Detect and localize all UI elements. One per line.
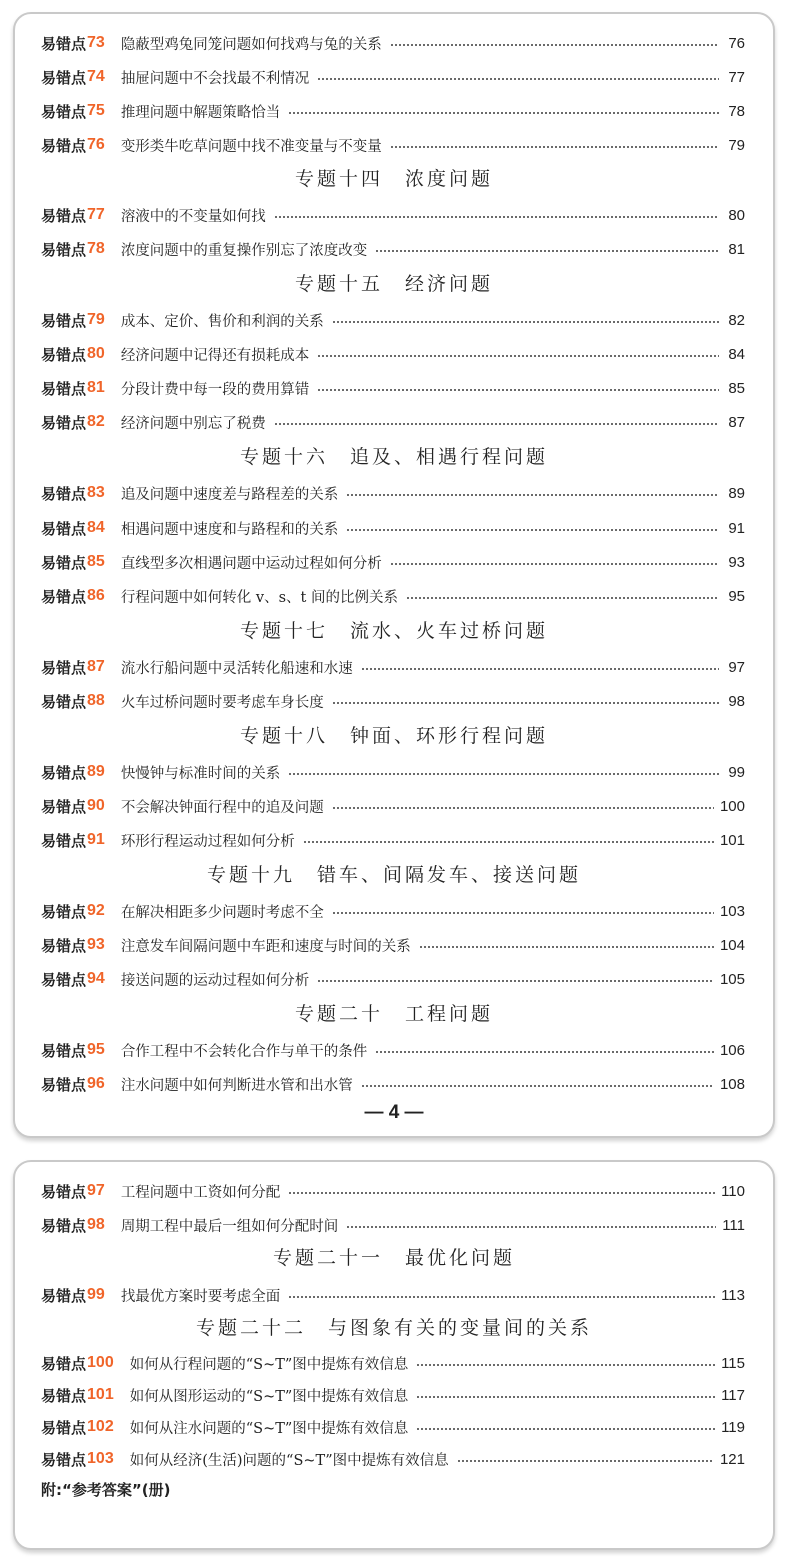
entry-page: 76 (728, 34, 745, 52)
entry-label: 易错点 (41, 1182, 87, 1201)
toc-entry[interactable] (41, 1447, 745, 1471)
dot-leader (288, 112, 719, 114)
dot-leader (346, 529, 719, 531)
toc-entry[interactable] (41, 410, 745, 434)
dot-leader (346, 1226, 716, 1228)
entry-page: 80 (728, 206, 745, 224)
entry-number: 101 (87, 1386, 114, 1403)
entry-label: 易错点 (41, 1450, 87, 1469)
entry-label: 易错点 (41, 1286, 87, 1305)
entry-label: 易错点 (41, 1418, 87, 1437)
entry-number: 73 (87, 34, 105, 51)
entry-number: 83 (87, 484, 105, 501)
section-heading: 专题二十一 最优化问题 (272, 1247, 515, 1269)
toc-entry[interactable] (41, 1038, 745, 1062)
entry-page: 108 (719, 1075, 745, 1093)
entry-page: 98 (728, 692, 745, 710)
dot-leader (317, 980, 714, 982)
dot-leader (406, 597, 719, 599)
entry-title: 相遇问题中速度和与路程和的关系 (120, 521, 339, 538)
entry-label: 易错点 (41, 413, 87, 432)
entry-number: 90 (87, 797, 105, 814)
entry-title: 工程问题中工资如何分配 (120, 1184, 281, 1201)
entry-title: 注水问题中如何判断进水管和出水管 (120, 1077, 353, 1094)
entry-page: 111 (722, 1216, 745, 1234)
toc-entry[interactable] (41, 933, 745, 957)
entry-number: 84 (87, 519, 105, 536)
section-heading: 专题十七 流水、火车过桥问题 (239, 620, 548, 642)
toc-entry[interactable] (41, 760, 745, 784)
entry-title: 如何从注水问题的“S~T”图中提炼有效信息 (129, 1420, 409, 1437)
page-number-footer: — 4 — (364, 1102, 424, 1123)
entry-label: 易错点 (41, 484, 87, 503)
entry-title: 隐蔽型鸡兔同笼问题如何找鸡与兔的关系 (120, 36, 382, 53)
entry-label: 易错点 (41, 658, 87, 677)
toc-entry[interactable] (41, 376, 745, 400)
entry-title: 如何从经济(生活)问题的“S~T”图中提炼有效信息 (129, 1452, 449, 1469)
toc-entry[interactable] (41, 794, 745, 818)
entry-label: 易错点 (41, 519, 87, 538)
toc-entry[interactable] (41, 967, 745, 991)
entry-label: 易错点 (41, 797, 87, 816)
toc-page-4 (13, 12, 775, 1138)
entry-label: 易错点 (41, 970, 87, 989)
dot-leader (390, 146, 719, 148)
entry-label: 易错点 (41, 34, 87, 53)
dot-leader (332, 321, 719, 323)
entry-title: 不会解决钟面行程中的追及问题 (120, 799, 324, 816)
toc-entry[interactable] (41, 99, 745, 123)
entry-title: 接送问题的运动过程如何分析 (120, 972, 310, 989)
section-heading: 专题十八 钟面、环形行程问题 (239, 725, 548, 747)
entry-page: 110 (721, 1182, 745, 1200)
entry-label: 易错点 (41, 379, 87, 398)
entry-title: 如何从行程问题的“S~T”图中提炼有效信息 (129, 1356, 409, 1373)
entry-title: 变形类牛吃草问题中找不准变量与不变量 (120, 138, 382, 155)
dot-leader (419, 946, 714, 948)
entry-label: 易错点 (41, 587, 87, 606)
dot-leader (332, 912, 714, 914)
dot-leader (288, 1296, 715, 1298)
entry-number: 103 (87, 1450, 114, 1467)
entry-page: 84 (728, 345, 745, 363)
section-heading: 专题十四 浓度问题 (294, 168, 493, 190)
entry-label: 易错点 (41, 1354, 87, 1373)
entry-page: 100 (719, 797, 745, 815)
entry-number: 89 (87, 763, 105, 780)
entry-number: 96 (87, 1075, 105, 1092)
dot-leader (317, 355, 719, 357)
dot-leader (317, 78, 719, 80)
entry-number: 97 (87, 1182, 105, 1199)
entry-title: 找最优方案时要考虑全面 (120, 1288, 281, 1305)
entry-label: 易错点 (41, 136, 87, 155)
dot-leader (457, 1460, 714, 1462)
dot-leader (317, 389, 719, 391)
section-heading: 专题十九 错车、间隔发车、接送问题 (206, 864, 581, 886)
entry-page: 117 (721, 1386, 745, 1404)
section-heading: 专题二十二 与图象有关的变量间的关系 (195, 1317, 592, 1339)
entry-number: 80 (87, 345, 105, 362)
entry-page: 119 (721, 1418, 745, 1436)
entry-number: 93 (87, 936, 105, 953)
entry-page: 93 (728, 553, 745, 571)
entry-title: 注意发车间隔问题中车距和速度与时间的关系 (120, 938, 411, 955)
dot-leader (416, 1364, 715, 1366)
entry-page: 77 (728, 68, 745, 86)
toc-entry[interactable] (41, 1383, 745, 1407)
entry-title: 快慢钟与标准时间的关系 (120, 765, 281, 782)
entry-page: 95 (728, 587, 745, 605)
section-heading: 专题十六 追及、相遇行程问题 (239, 446, 548, 468)
entry-label: 易错点 (41, 68, 87, 87)
entry-number: 81 (87, 379, 105, 396)
entry-label: 易错点 (41, 206, 87, 225)
entry-label: 易错点 (41, 1216, 87, 1235)
toc-entry[interactable] (41, 689, 745, 713)
entry-page: 97 (728, 658, 745, 676)
entry-number: 102 (87, 1418, 114, 1435)
entry-page: 85 (728, 379, 745, 397)
entry-title: 抽屉问题中不会找最不利情况 (120, 70, 310, 87)
toc-entry[interactable] (41, 308, 745, 332)
entry-page: 121 (719, 1450, 745, 1468)
entry-label: 易错点 (41, 692, 87, 711)
toc-entry[interactable] (41, 481, 745, 505)
entry-page: 104 (719, 936, 745, 954)
entry-number: 87 (87, 658, 105, 675)
dot-leader (375, 1051, 714, 1053)
toc-entry[interactable] (41, 584, 745, 608)
entry-number: 86 (87, 587, 105, 604)
toc-entry[interactable] (41, 1283, 745, 1307)
entry-title: 追及问题中速度差与路程差的关系 (120, 486, 339, 503)
dot-leader (346, 494, 719, 496)
entry-number: 91 (87, 831, 105, 848)
entry-title: 分段计费中每一段的费用算错 (120, 381, 310, 398)
entry-page: 89 (728, 484, 745, 502)
dot-leader (332, 807, 714, 809)
entry-label: 易错点 (41, 553, 87, 572)
entry-number: 78 (87, 240, 105, 257)
entry-label: 易错点 (41, 345, 87, 364)
dot-leader (274, 216, 719, 218)
entry-label: 易错点 (41, 936, 87, 955)
entry-page: 78 (728, 102, 745, 120)
dot-leader (361, 1085, 714, 1087)
entry-page: 79 (728, 136, 745, 154)
entry-label: 易错点 (41, 311, 87, 330)
dot-leader (274, 423, 719, 425)
toc-entry[interactable] (41, 1415, 745, 1439)
toc-entry[interactable] (41, 899, 745, 923)
dot-leader (288, 1192, 715, 1194)
entry-page: 113 (721, 1286, 745, 1304)
entry-title: 环形行程运动过程如何分析 (120, 833, 295, 850)
entry-title: 火车过桥问题时要考虑车身长度 (120, 694, 324, 711)
entry-page: 81 (728, 240, 745, 258)
entry-number: 100 (87, 1354, 114, 1371)
dot-leader (361, 668, 719, 670)
toc-entry[interactable] (41, 516, 745, 540)
toc-page-5 (13, 1160, 775, 1550)
entry-number: 85 (87, 553, 105, 570)
toc-entry[interactable] (41, 342, 745, 366)
entry-label: 易错点 (41, 1041, 87, 1060)
entry-page: 99 (728, 763, 745, 781)
entry-title: 在解决相距多少问题时考虑不全 (120, 904, 324, 921)
entry-title: 行程问题中如何转化 v、s、t 间的比例关系 (120, 589, 398, 606)
entry-title: 浓度问题中的重复操作别忘了浓度改变 (120, 242, 368, 259)
toc-entry[interactable] (41, 1072, 745, 1096)
toc-entry[interactable] (41, 1179, 745, 1203)
appendix-note: 附:“参考答案”(册) (41, 1481, 171, 1499)
toc-entry[interactable] (41, 133, 745, 157)
toc-entry[interactable] (41, 65, 745, 89)
entry-page: 87 (728, 413, 745, 431)
entry-title: 如何从图形运动的“S~T”图中提炼有效信息 (129, 1388, 409, 1405)
entry-number: 79 (87, 311, 105, 328)
dot-leader (332, 702, 719, 704)
entry-page: 105 (719, 970, 745, 988)
entry-title: 流水行船问题中灵活转化船速和水速 (120, 660, 353, 677)
entry-page: 101 (719, 831, 745, 849)
section-heading: 专题十五 经济问题 (294, 273, 493, 295)
entry-title: 合作工程中不会转化合作与单干的条件 (120, 1043, 368, 1060)
entry-page: 82 (728, 311, 745, 329)
entry-title: 成本、定价、售价和利润的关系 (120, 313, 324, 330)
entry-number: 94 (87, 970, 105, 987)
entry-number: 74 (87, 68, 105, 85)
entry-page: 106 (719, 1041, 745, 1059)
dot-leader (416, 1396, 715, 1398)
dot-leader (416, 1428, 715, 1430)
toc-entry[interactable] (41, 31, 745, 55)
entry-number: 98 (87, 1216, 105, 1233)
entry-number: 77 (87, 206, 105, 223)
entry-label: 易错点 (41, 831, 87, 850)
toc-entry[interactable] (41, 655, 745, 679)
entry-number: 92 (87, 902, 105, 919)
dot-leader (288, 773, 719, 775)
entry-number: 75 (87, 102, 105, 119)
entry-label: 易错点 (41, 102, 87, 121)
entry-number: 95 (87, 1041, 105, 1058)
entry-number: 76 (87, 136, 105, 153)
entry-title: 溶液中的不变量如何找 (120, 208, 266, 225)
entry-number: 82 (87, 413, 105, 430)
toc-entry[interactable] (41, 237, 745, 261)
dot-leader (390, 44, 719, 46)
dot-leader (390, 563, 719, 565)
entry-title: 经济问题中记得还有损耗成本 (120, 347, 310, 364)
toc-entry[interactable] (41, 203, 745, 227)
entry-title: 直线型多次相遇问题中运动过程如何分析 (120, 555, 382, 572)
entry-number: 99 (87, 1286, 105, 1303)
dot-leader (303, 841, 714, 843)
toc-entry[interactable] (41, 550, 745, 574)
entry-page: 91 (728, 519, 745, 537)
section-heading: 专题二十 工程问题 (294, 1003, 493, 1025)
entry-page: 115 (721, 1354, 745, 1372)
entry-label: 易错点 (41, 1075, 87, 1094)
entry-page: 103 (719, 902, 745, 920)
entry-label: 易错点 (41, 902, 87, 921)
entry-number: 88 (87, 692, 105, 709)
dot-leader (375, 250, 719, 252)
entry-title: 经济问题中别忘了税费 (120, 415, 266, 432)
toc-entry[interactable] (41, 1351, 745, 1375)
entry-label: 易错点 (41, 240, 87, 259)
entry-title: 周期工程中最后一组如何分配时间 (120, 1218, 339, 1235)
entry-label: 易错点 (41, 763, 87, 782)
entry-label: 易错点 (41, 1386, 87, 1405)
toc-entry[interactable] (41, 1213, 745, 1237)
entry-title: 推理问题中解题策略恰当 (120, 104, 281, 121)
toc-entry[interactable] (41, 828, 745, 852)
